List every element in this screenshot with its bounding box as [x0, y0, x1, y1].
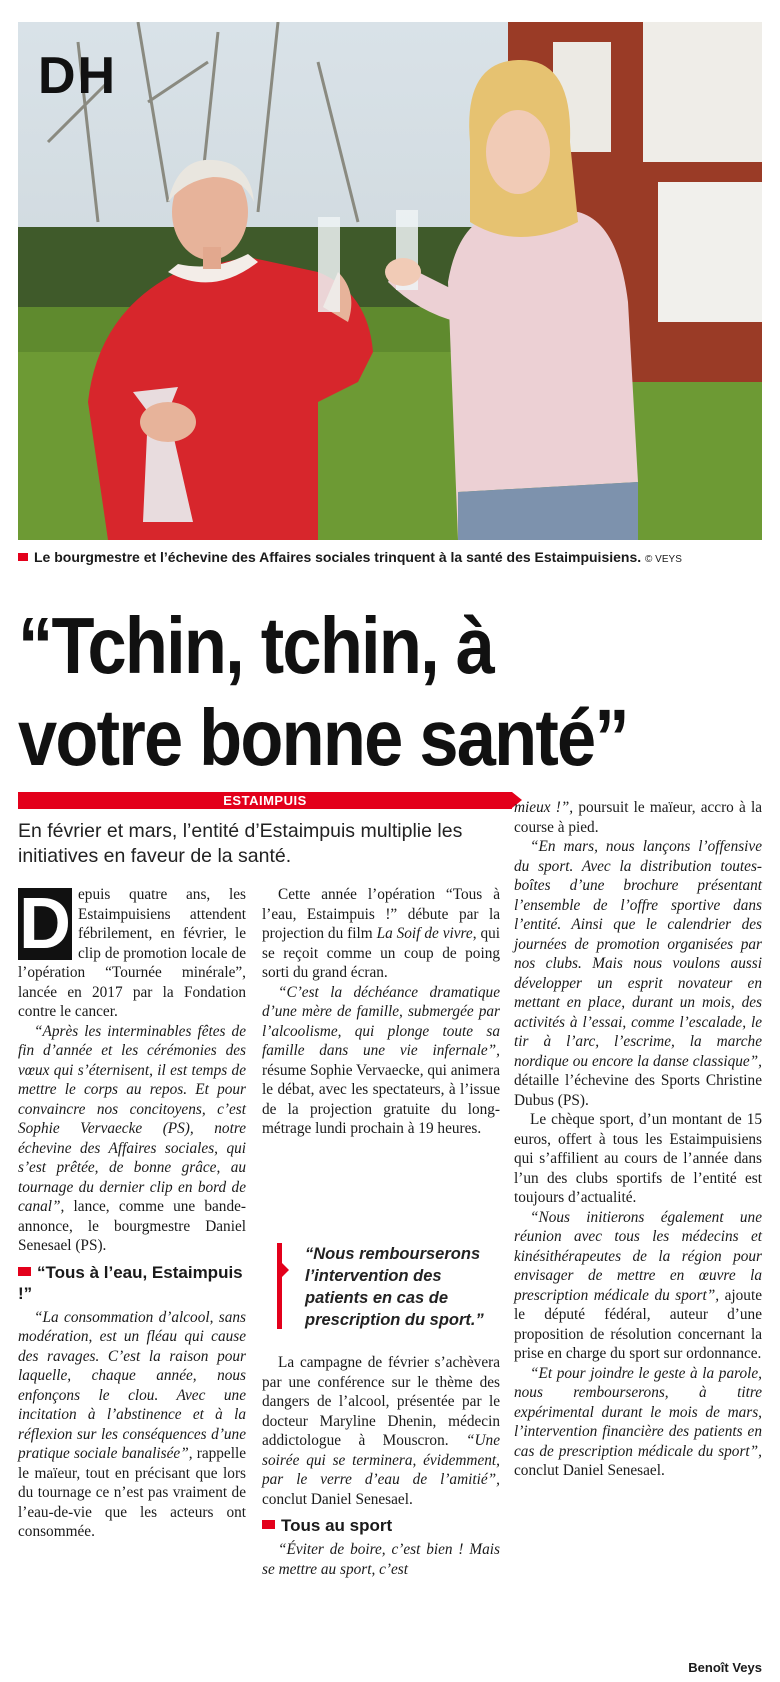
col3-para-0-text: poursuit le maïeur, accro à la course à pied.: [514, 799, 763, 836]
col1-para-1: [18, 885, 246, 1022]
byline: Benoît Veys: [688, 1660, 762, 1675]
col1-quote-2: “La consommation d’alcool, sans modération, est un fléau qui cause des ravages. C’est la raison pour laquelle, chaque année, nous enfonçons le clou. Avec une incitation à l’abstinence et à la réflexion sur les conséquences d’une pratique sociale banalisée”,: [18, 1308, 246, 1462]
col1-para-3: [18, 1308, 246, 1542]
standfirst: En février et mars, l’entité d’Estaimpuis multiplie les initiatives en faveur de la santé.: [18, 820, 463, 867]
col1-quote-1: “Après les interminables fêtes de fin d’année et les cérémonies des vœux qui s’éternisent, il est temps de mettre le corps au repos. Et pour convaincre nos concitoyens, c’est Sophie Vervaecke (PS), notre échevine des Affaires sociales, qui s’est prêtée, de bonne grâce, au tournage du dernier clip en bord de canal”,: [18, 1022, 246, 1215]
pull-quote: [277, 1243, 501, 1329]
subhead-tous-au-sport: [262, 1515, 500, 1536]
pull-quote-bar: [277, 1243, 282, 1329]
col3-para-2: [514, 1110, 762, 1208]
col3-para-4: [514, 1364, 762, 1481]
column-2: [262, 885, 500, 1139]
kicker: ESTAIMPUIS: [223, 793, 307, 808]
col2-para-1b: , qui se reçoit comme un coup de poing sorti du grand écran.: [262, 925, 501, 981]
col3-para-2-text: Le chèque sport, d’un montant de 15 euros, offert à tous les Estaimpuisiens qui s’affilient au cours de l’année dans l’un des clubs sportifs de l’entité est toujours d’actualité.: [514, 1111, 762, 1206]
photo-credit: © VEYS: [645, 554, 682, 565]
subhead-text-2: Tous au sport: [281, 1516, 393, 1535]
col3-para-0: [514, 798, 762, 837]
col2-para-2-text: résume Sophie Vervaecke, qui animera le débat, avec les spectateurs, à l’issue de la projection gratuite du long-métrage lundi prochain à 19 heures.: [262, 1061, 501, 1137]
col2-para-3: [262, 1353, 500, 1509]
col1-para-3-text: rappelle le maïeur, tout en précisant que lors du tournage ce n’est pas vraiment de l’eau-de-vie que les acteurs ont consommée.: [18, 1445, 246, 1540]
col2-para-2: [262, 983, 500, 1139]
col2-para-1a: Cette année l’opération “Tous à l’eau, Estaimpuis !” débute par la projection du film: [262, 886, 500, 942]
col1-para-2-text: lance, comme une bande-annonce, le bourgmestre Daniel Senesael (PS).: [18, 1198, 246, 1254]
headline-line-1: “Tchin, tchin, à: [18, 601, 494, 690]
col3-quote-1: “En mars, nous lançons l’offensive du sport. Avec la distribution toutes-boîtes d’une brochure présentant l’ensemble de l’offre sportive dans l’entité. Ainsi que le calendrier des journées de promotion organisées par nos clubs. Mais nous voulons aussi développer un esprit novateur en mettant en place, durant un mois, des activités à l’essai, comme l’escalade, le tir à l’arc, l’escrime, la marche nordique ou encore la danse classique”,: [514, 838, 762, 1070]
masthead-logo: DH: [38, 47, 118, 105]
column-3: [514, 798, 762, 1481]
col3-para-4-text: conclut Daniel Senesael.: [514, 1462, 665, 1479]
col3-quote-4: “Et pour joindre le geste à la parole, nous rembourserons, à titre expérimental durant le mois de mars, l’intervention financière des patients en cas de prescription médicale du sport”,: [514, 1364, 762, 1460]
col3-para-1: [514, 837, 762, 1110]
col2-para-3-text: La campagne de février s’achèvera par une conférence sur le thème des dangers de l’alcool, présentée par le docteur Maryline Dhenin, médecin addictologue à Mouscron.: [262, 1354, 500, 1449]
col3-quote-3: “Nous initierons également une réunion avec tous les médecins et kinésithérapeutes de la région pour envisager de mettre en œuvre la prescription médicale du sport”,: [514, 1208, 762, 1304]
col2-quote-2: “Une soirée qui se terminera, évidemment, par le verre d’eau de l’amitié”,: [262, 1432, 500, 1488]
column-2-lower: [262, 1353, 500, 1579]
col2-para-1: [262, 885, 500, 983]
article-photo: [18, 22, 762, 540]
photo-illustration: [18, 22, 762, 540]
subhead-tous-a-l-eau: [18, 1262, 246, 1304]
caption-text: Le bourgmestre et l’échevine des Affaires sociales trinquent à la santé des Estaimpuisiens.: [34, 549, 642, 565]
headline-line-2: votre bonne santé”: [18, 693, 628, 782]
col1-para-2: [18, 1022, 246, 1256]
subhead-text: “Tous à l’eau, Estaimpuis !”: [18, 1262, 243, 1303]
caption-marker: [18, 553, 28, 561]
col3-para-3-text: ajoute le député fédéral, auteur d’une proposition de résolution concernant la prise en charge du sport sur ordonnance.: [514, 1286, 762, 1362]
subhead-marker: [18, 1267, 31, 1276]
col3-quote-0: mieux !”,: [514, 799, 574, 816]
headline: [18, 600, 673, 784]
col2-quote-1: “C’est la déchéance dramatique d’une mère de famille, submergée par l’alcoolisme, qui plonge toute sa famille dans une vie infernale”,: [262, 983, 500, 1059]
pull-quote-text: “Nous rembourserons l’intervention des patients en cas de prescription du sport.”: [305, 1245, 484, 1329]
col3-para-1-text: détaille l’échevine des Sports Christine Dubus (PS).: [514, 1072, 762, 1109]
col3-para-3: [514, 1208, 762, 1364]
column-1: [18, 885, 246, 1542]
pull-quote-arrow: [282, 1263, 289, 1277]
col2-para-4: [262, 1540, 500, 1579]
film-title: La Soif de vivre: [376, 925, 473, 942]
dropcap: D: [19, 884, 71, 964]
col1-para-1-text: epuis quatre ans, les Estaimpuisiens attendent fébrilement, en février, le clip de promotion locale de l’opération “Tournée minérale”, lancée en 2017 par la Fondation contre le cancer.: [18, 886, 246, 1020]
col2-quote-3: “Éviter de boire, c’est bien ! Mais se mettre au sport, c’est: [262, 1541, 500, 1578]
subhead-marker-2: [262, 1520, 275, 1529]
photo-caption: [18, 549, 762, 565]
col2-para-3-rest: conclut Daniel Senesael.: [262, 1490, 413, 1508]
